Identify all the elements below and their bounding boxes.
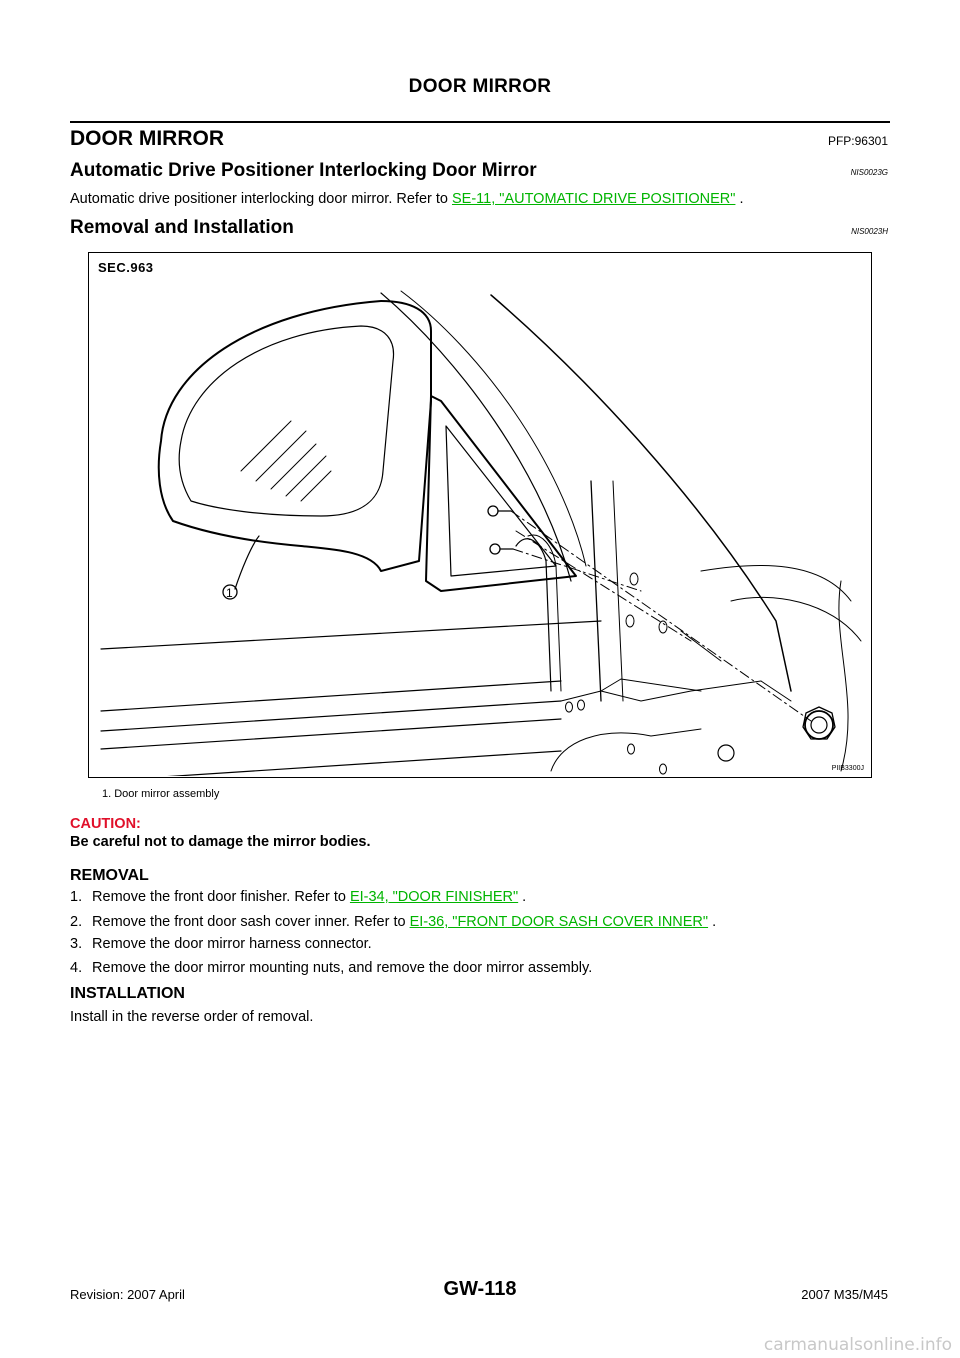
removal-heading: REMOVAL [70,867,149,884]
auto-drive-suffix: . [735,191,744,207]
section-title: DOOR MIRROR [70,127,224,150]
auto-drive-link[interactable]: SE-11, "AUTOMATIC DRIVE POSITIONER" [452,191,736,207]
footer-model: 2007 M35/M45 [801,1287,888,1302]
step-text: Remove the door mirror mounting nuts, and remove the door mirror assembly. [92,960,593,976]
header-rule [70,121,890,123]
auto-drive-text: Automatic drive positioner interlocking door mirror. Refer to [70,191,452,207]
step-link-door-finisher[interactable]: EI-34, "DOOR FINISHER" [349,889,519,905]
removal-installation-id: NIS0023H [851,227,888,236]
removal-step [70,889,526,905]
step-number: 2. [70,914,83,930]
section-code: PFP:96301 [827,134,888,148]
figure-code: PIIB3300J [831,765,864,772]
footer-page-number: GW-118 [443,1278,517,1300]
step-text: Remove the door mirror harness connector. [92,936,372,952]
step-number: 4. [70,960,83,976]
figure-callout-1: 1 [226,586,233,600]
removal-step [70,960,592,976]
mirror-diagram-frame [88,252,872,778]
step-suffix: . [708,914,717,930]
figure-section-label: SEC.963 [98,260,154,275]
auto-drive-paragraph [70,191,744,207]
step-number: 3. [70,936,83,952]
auto-drive-heading: Automatic Drive Positioner Interlocking Door Mirror [70,160,537,181]
step-number: 1. [70,889,83,905]
installation-heading: INSTALLATION [70,985,185,1002]
footer-revision: Revision: 2007 April [70,1287,185,1302]
removal-step [70,914,716,930]
step-text: Remove the front door finisher. Refer to [92,889,350,905]
figure-caption: 1. Door mirror assembly [102,788,220,800]
caution-title: CAUTION: [70,816,141,832]
removal-step [70,936,372,952]
step-link-sash-cover[interactable]: EI-36, "FRONT DOOR SASH COVER INNER" [409,914,709,930]
auto-drive-id: NIS0023G [850,168,888,177]
step-suffix: . [518,889,527,905]
door-mirror-illustration [89,253,870,776]
caution-text: Be careful not to damage the mirror bodies. [70,834,371,850]
page-header-title: DOOR MIRROR [408,76,552,97]
removal-installation-heading: Removal and Installation [70,217,294,238]
installation-text: Install in the reverse order of removal. [70,1009,314,1025]
watermark-text: carmanualsonline.info [763,1335,952,1355]
step-text: Remove the front door sash cover inner. Refer to [92,914,410,930]
watermark [0,1335,960,1355]
